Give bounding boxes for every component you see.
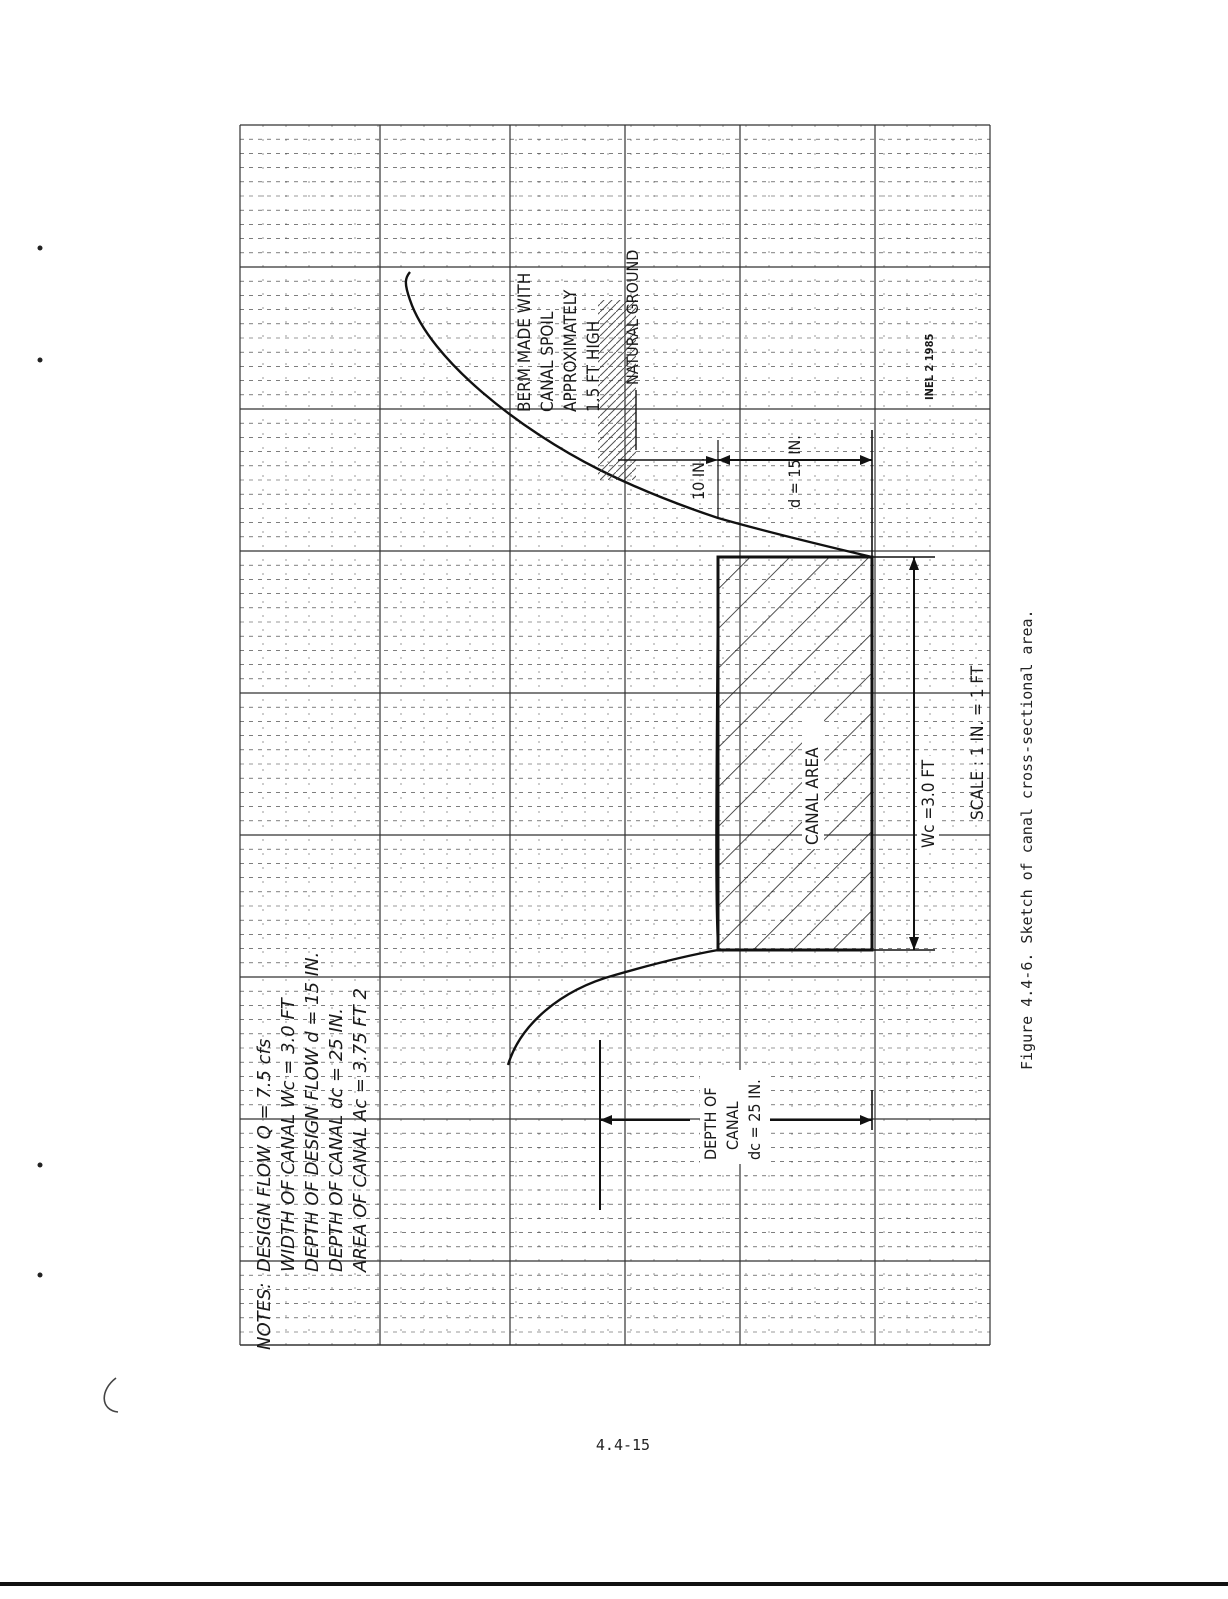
dc-arrow-left [600,1115,612,1125]
d-dim-arrow-left [718,455,730,465]
page-number: 4.4-15 [595,1436,651,1454]
berm-label [515,273,604,412]
wc-arrow-top [909,557,919,570]
page-bottom-rule [0,1582,1228,1586]
binder-dot-4 [38,1273,43,1278]
canal-area-label: CANAL AREA [803,747,823,845]
notes-line-2: WIDTH OF CANAL Wc = 3.0 FT [278,998,299,1272]
notes-line-5: AREA OF CANAL Ac = 3.75 FT 2 [350,988,371,1272]
scale-label: SCALE : 1 IN. = 1 FT [968,665,988,820]
inel-credit: INEL 2 1985 [923,333,936,400]
dc-arrow-right [860,1115,872,1125]
berm-line-1: BERM MADE WITH [515,272,535,412]
binder-dot-2 [38,358,43,363]
depth-of-canal-line-3: dc = 25 IN. [745,1079,764,1160]
depth-of-canal-line-1: DEPTH OF [701,1087,720,1160]
width-dim-label: Wc =3.0 FT [919,759,939,848]
wc-arrow-bottom [909,937,919,950]
depth-of-canal-line-2: CANAL [723,1101,742,1150]
canal-area-rect [718,557,872,950]
notes-header: NOTES: [254,1282,275,1350]
notes-line-1: DESIGN FLOW Q = 7.5 cfs [254,1038,275,1272]
d-dim-label: d = 15 IN. [785,435,804,508]
figure-caption: Figure 4.4-6. Sketch of canal cross-sectional area. [1018,609,1036,1070]
binder-hole-mark [104,1378,118,1412]
notes-line-3: DEPTH OF DESIGN FLOW d = 15 IN. [302,951,323,1272]
notes-line-4: DEPTH OF CANAL dc = 25 IN. [326,1008,347,1272]
canal-cross-section [406,272,935,1210]
berm-line-3: APPROXIMATELY [561,289,581,412]
berm-line-2: CANAL SPOIL [538,311,558,412]
berm-line-4: 1.5 FT HIGH [584,320,604,412]
notes-block [254,952,371,1350]
binder-dot-1 [38,246,43,251]
ten-in-label: 10 IN. [689,457,708,500]
binder-dot-3 [38,1163,43,1168]
natural-ground-label: NATURAL GROUND [623,249,642,385]
d-dim-arrow-right [860,455,872,465]
